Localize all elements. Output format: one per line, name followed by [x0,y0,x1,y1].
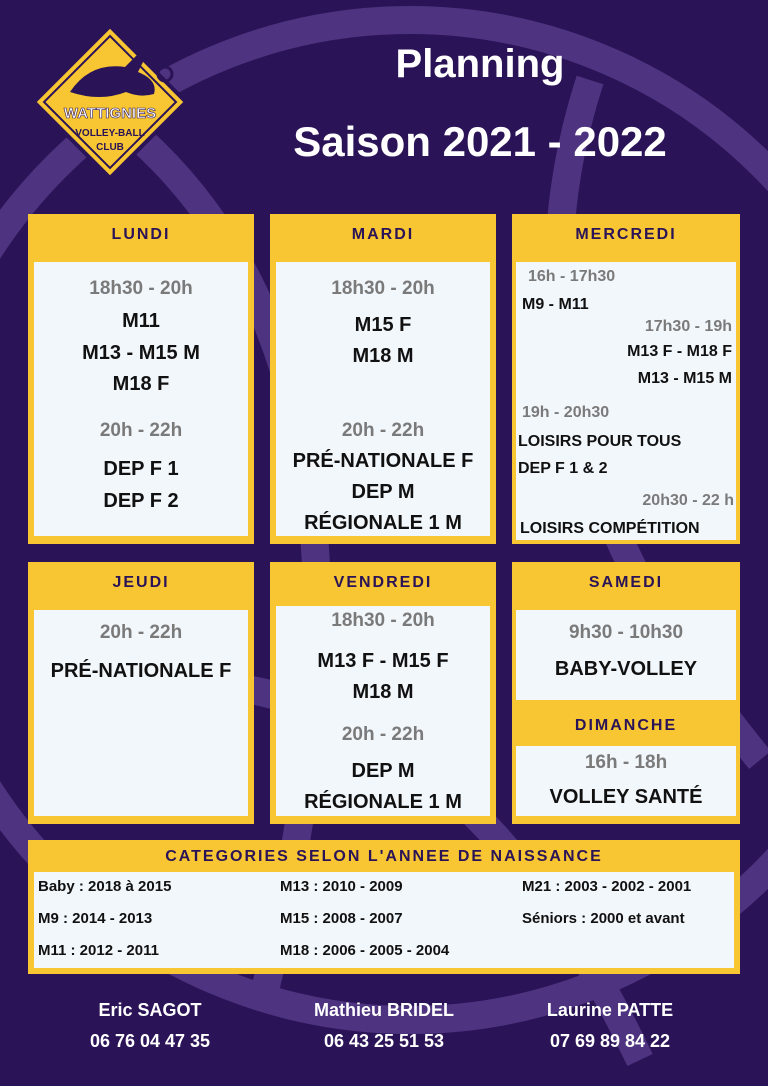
group-label: M13 F - M15 F [317,650,449,672]
group-label: M18 F [112,373,170,395]
category-item: M9 : 2014 - 2013 [38,910,153,927]
group-label: PRÉ-NATIONALE F [50,660,232,682]
contact-name: Laurine PATTE [546,1000,674,1020]
day-schedule [516,746,736,816]
group-label: DEP F 1 & 2 [518,460,608,477]
category-item: M15 : 2008 - 2007 [280,910,403,927]
day-card-vendredi [270,562,496,824]
time-slot: 18h30 - 20h [331,610,435,631]
time-slot: 20h - 22h [99,622,183,643]
time-slot: 9h30 - 10h30 [568,622,684,643]
time-slot: 20h - 22h [341,724,425,745]
contact-name: Mathieu BRIDEL [313,1000,454,1020]
group-label: M18 M [352,345,414,367]
category-item: M18 : 2006 - 2005 - 2004 [280,942,450,959]
day-card-lundi [28,214,254,544]
group-label: DEP M [351,760,415,782]
day-title: MERCREDI [575,226,677,243]
categories-title: CATEGORIES SELON L'ANNEE DE NAISSANCE [165,848,603,865]
group-label: VOLLEY SANTÉ [549,786,703,808]
category-item: M11 : 2012 - 2011 [38,942,159,959]
day-title: SAMEDI [588,574,664,591]
group-label: M11 [122,310,160,332]
day-schedule [34,262,248,536]
day-title: VENDREDI [333,574,433,591]
time-slot: 17h30 - 19h [644,318,732,335]
contact-phone[interactable]: 06 43 25 51 53 [323,1031,445,1051]
day-schedule [276,262,490,536]
group-label: DEP M [351,481,415,503]
day-title: DIMANCHE [574,717,678,734]
group-label: M13 - M15 M [82,342,200,364]
category-item: M13 : 2010 - 2009 [280,878,403,895]
day-schedule [276,606,490,816]
group-label: DEP F 2 [103,490,179,512]
group-label: M9 - M11 [522,296,589,313]
day-card-weekend [512,562,740,824]
group-label: BABY-VOLLEY [554,658,698,680]
group-label: DEP F 1 [103,458,179,480]
svg-text:CLUB: CLUB [96,142,124,153]
time-slot: 19h - 20h30 [522,404,610,421]
contact-phone[interactable]: 07 69 89 84 22 [549,1031,671,1051]
svg-text:WATTIGNIES: WATTIGNIES [63,105,157,122]
day-schedule [34,610,248,816]
day-title: LUNDI [111,226,171,243]
group-label: M15 F [354,314,412,336]
contact-card [274,1000,494,1052]
club-logo [30,22,190,182]
category-item: M21 : 2003 - 2002 - 2001 [522,878,692,895]
day-card-mardi [270,214,496,544]
time-slot: 20h - 22h [341,420,425,441]
group-label: LOISIRS COMPÉTITION [520,520,700,537]
day-schedule [516,610,736,700]
group-label: LOISIRS POUR TOUS [518,433,682,450]
contact-card [500,1000,720,1052]
contact-phone[interactable]: 06 76 04 47 35 [89,1031,211,1051]
group-label: M13 - M15 M [637,370,732,387]
time-slot: 18h30 - 20h [89,278,193,299]
category-item: Baby : 2018 à 2015 [38,878,172,895]
group-label: RÉGIONALE 1 M [304,512,462,534]
contact-card [40,1000,260,1052]
group-label: M18 M [352,681,414,703]
group-label: RÉGIONALE 1 M [304,791,462,813]
page-title: Planning [395,42,565,86]
day-card-mercredi [512,214,740,544]
category-item: Séniors : 2000 et avant [522,910,685,927]
season-subtitle: Saison 2021 - 2022 [293,118,667,165]
time-slot: 16h - 17h30 [528,268,616,285]
time-slot: 18h30 - 20h [331,278,435,299]
svg-text:VOLLEY-BALL: VOLLEY-BALL [75,128,145,139]
day-title: JEUDI [112,574,170,591]
group-label: M13 F - M18 F [627,343,732,360]
time-slot: 20h30 - 22 h [642,492,734,509]
contact-name: Eric SAGOT [98,1000,202,1020]
day-schedule [516,262,736,540]
time-slot: 16h - 18h [584,752,668,773]
day-title: MARDI [351,226,415,243]
group-label: PRÉ-NATIONALE F [292,450,474,472]
time-slot: 20h - 22h [99,420,183,441]
day-card-jeudi [28,562,254,824]
